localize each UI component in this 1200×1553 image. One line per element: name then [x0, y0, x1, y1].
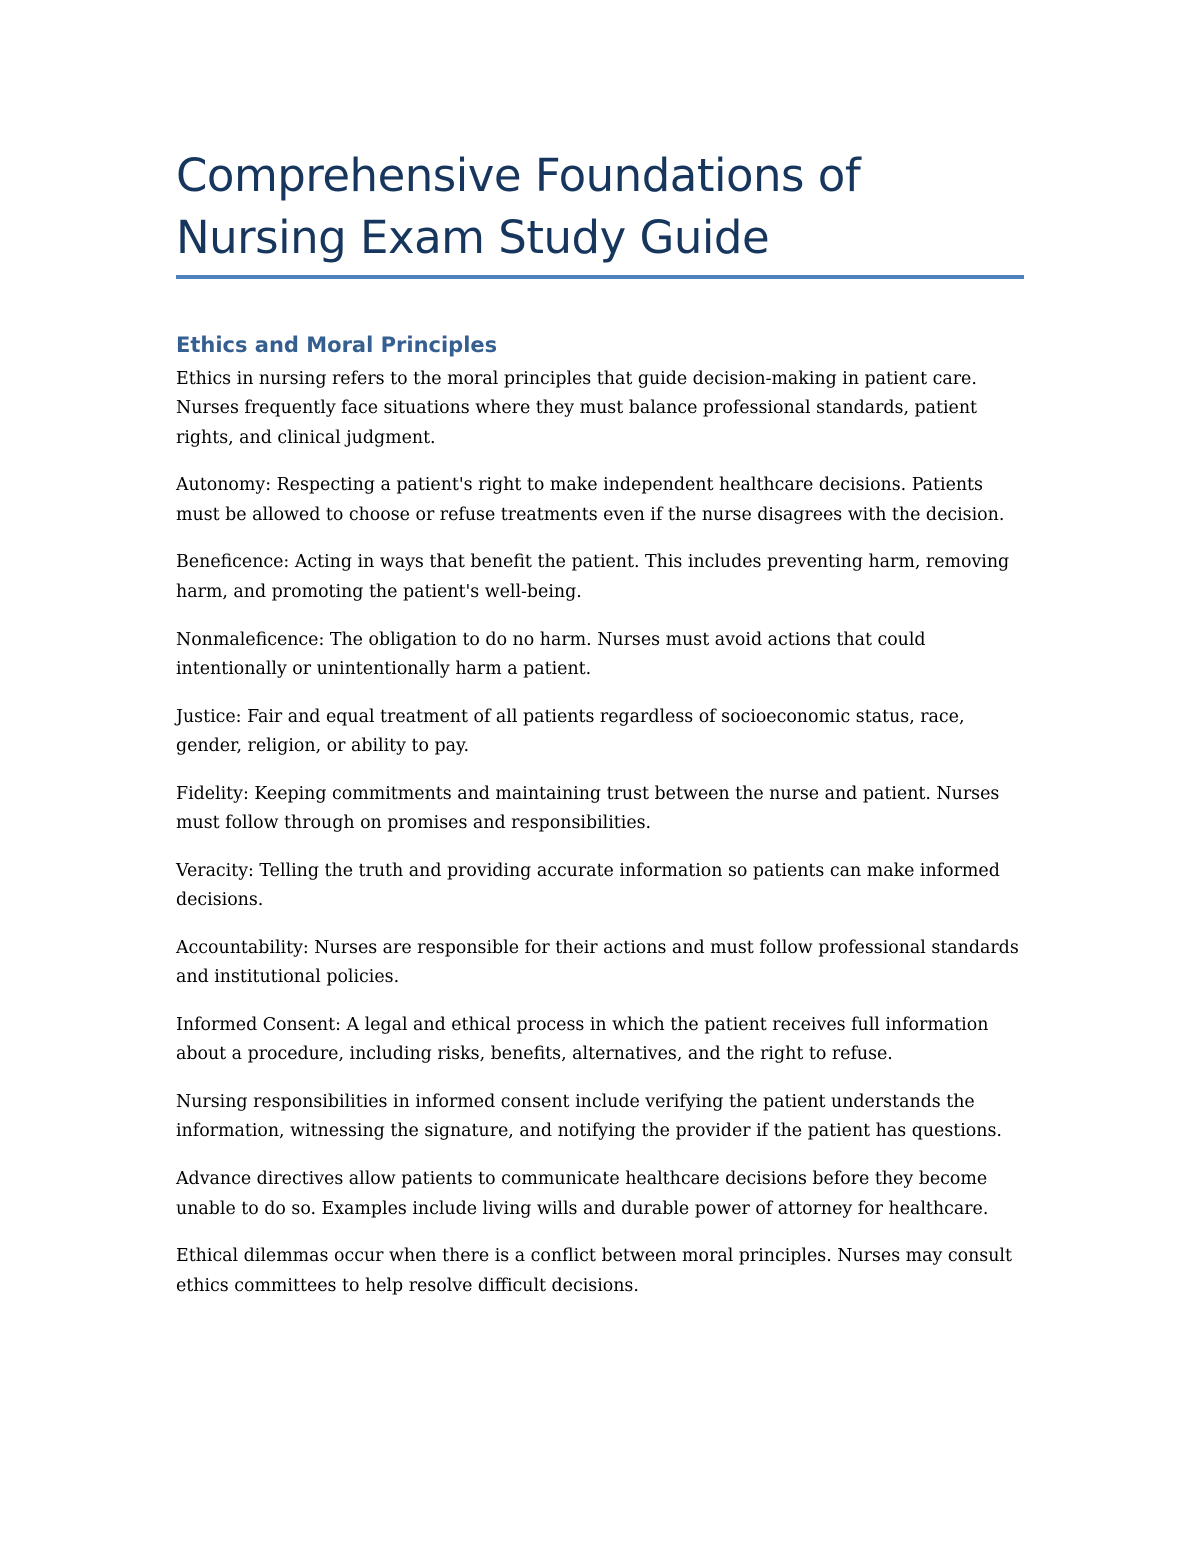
- document-body: [176, 145, 1024, 1319]
- paragraph-informed-consent: Informed Consent: A legal and ethical process in which the patient receives full information about a procedure, including risks, benefits, alternatives, and the right to refuse.: [176, 1015, 989, 1065]
- paragraph-nonmaleficence: Nonmaleficence: The obligation to do no harm. Nurses must avoid actions that could intentionally or unintentionally harm a patient.: [176, 629, 926, 679]
- paragraph-justice: Justice: Fair and equal treatment of all patients regardless of socioeconomic status, race, gender, religion, or ability to pay.: [176, 706, 965, 756]
- paragraph-beneficence: Beneficence: Acting in ways that benefit the patient. This includes preventing harm, removing harm, and promoting the patient's well-being.: [176, 552, 1010, 602]
- paragraph-ethical-dilemmas: Ethical dilemmas occur when there is a conflict between moral principles. Nurses may consult ethics committees to help resolve difficult decisions.: [176, 1246, 1012, 1296]
- document-title: Comprehensive Foundations of Nursing Exam Study Guide: [176, 149, 861, 264]
- section-heading: Ethics and Moral Principles: [176, 333, 498, 357]
- paragraph-advance-directives: Advance directives allow patients to communicate healthcare decisions before they become unable to do so. Examples include living wills and durable power of attorney for healthcare.: [176, 1169, 989, 1219]
- paragraph-consent-responsibilities: Nursing responsibilities in informed consent include verifying the patient understands the information, witnessing the signature, and notifying the provider if the patient has questions.: [176, 1092, 1002, 1142]
- paragraph-autonomy: Autonomy: Respecting a patient's right to make independent healthcare decisions. Patients must be allowed to choose or refuse treatments even if the nurse disagrees with the decision.: [176, 475, 1005, 525]
- paragraph-veracity: Veracity: Telling the truth and providing accurate information so patients can make informed decisions.: [176, 860, 1000, 911]
- paragraph-fidelity: Fidelity: Keeping commitments and maintaining trust between the nurse and patient. Nurses must follow through on promises and responsibilities.: [176, 783, 1000, 834]
- title-underline: [176, 275, 1024, 279]
- paragraph-intro: Ethics in nursing refers to the moral principles that guide decision-making in patient care. Nurses frequently face situations where they must balance professional standards, patient rights, and clinical judgment.: [176, 369, 978, 448]
- paragraph-accountability: Accountability: Nurses are responsible for their actions and must follow professional standards and institutional policies.: [176, 937, 1019, 988]
